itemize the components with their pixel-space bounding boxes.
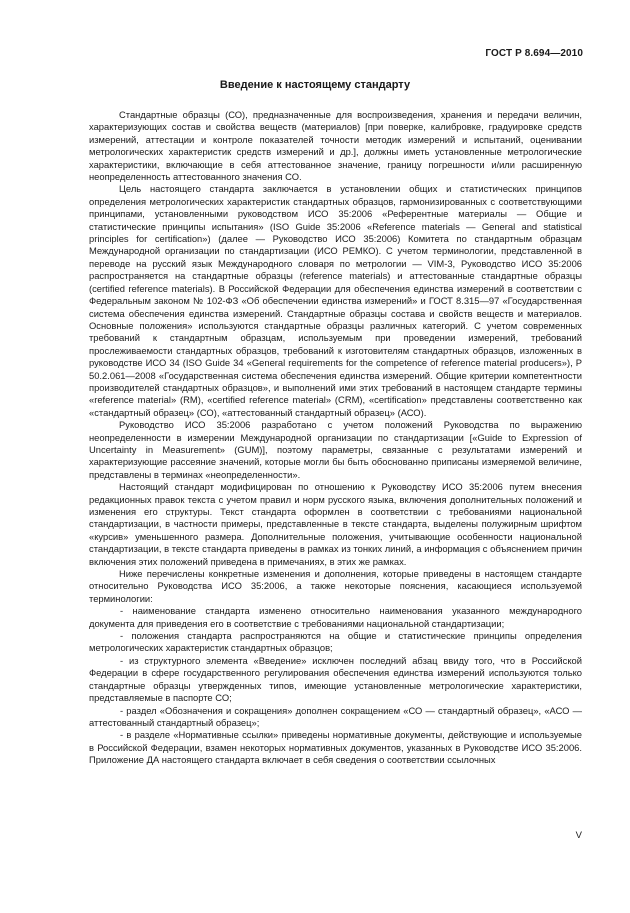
paragraph: Цель настоящего стандарта заключается в установлении общих и статистических принципов определения метрологических характеристик стандартных образцов, гармонизированных с соответствующими принципами, установленными руководством ИСО 35:2006 «Референтные материалы — Общие и статистические принципы испытания» (ISO Guide 35:2006 «Reference materials — General and statistical principles for certification») (далее — Руководство ИСО 35:2006) Комитета по стандартным образцам Международной организации по стандартизации (ИСО РЕМКО). С учетом терминологии, представленной в переводе на русский язык Международного словаря по метрологии — VIM-3, Руководство ИСО 35:2006 распространяется на стандартные образцы (reference materials) и аттестованные стандартные образцы (certified reference materials). В Российской Федерации для обеспечения единства измерений в соответствии с Федеральным законом № 102-ФЗ «Об обеспечении единства измерений» и ГОСТ 8.315—97 «Государственная система обеспечения единства измерений. Стандартные образцы состава и свойств веществ и материалов. Основные положения» используются стандартные образцы различных категорий. С учетом современных требований к стандартным образцам, используемым при проведении измерений, требований прослеживаемости стандартных образцов, требований к изготовителям стандартных образцов, изложенных в руководстве ИСО 34 (ISO Guide 34 «General requirements for the competence of reference material producers»), Р 50.2.061—2008 «Государственная система обеспечения единства измерений. Общие критерии компетентности производителей стандартных образцов», и выполнений ими этих требований в настоящем стандарте термины «reference material» (RM), «certified reference material» (CRM), «certification» представлены соответственно как «стандартный образец» (СО), «аттестованный стандартный образец» (АСО). xyxy=(89,183,582,418)
paragraph: Ниже перечислены конкретные изменения и дополнения, которые приведены в настоящем стандарте относительно Руководства ИСО 35:2006, а также некоторые пояснения, касающиеся используемой терминологии: xyxy=(89,568,582,604)
list-item: - положения стандарта распространяются на общие и статистические принципы определения метрологических характеристик стандартных образцов; xyxy=(89,630,582,654)
list-item: - в разделе «Нормативные ссылки» приведены нормативные документы, действующие и используемые в Российской Федерации, взамен некоторых нормативных документов, указанных в Руководстве ИСО 35:2006. Приложение ДА настоящего стандарта включает в себя сведения о соответствии ссылочных xyxy=(89,729,582,766)
standard-designation: ГОСТ Р 8.694—2010 xyxy=(485,48,583,59)
list-item: - раздел «Обозначения и сокращения» дополнен сокращением «СО — стандартный образец», «АСО — аттестованный стандартный образец»; xyxy=(89,704,582,728)
section-title: Введение к настоящему стандарту xyxy=(219,79,411,91)
paragraph: Стандартные образцы (СО), предназначенные для воспроизведения, хранения и передачи величин, характеризующих состав и свойства веществ (материалов) [при поверке, калибровке, градуировке средств измерений, аттестации и контроле показателей точности методик измерений и испытаний, оценивании метрологических характеристик средств измерений и др.], должны иметь установленные метрологические характеристики, включающие в себя аттестованное значение, границу погрешности и/или расширенную неопределенность аттестованного значения СО. xyxy=(89,109,582,183)
body-text xyxy=(89,109,582,767)
paragraph: Настоящий стандарт модифицирован по отношению к Руководству ИСО 35:2006 путем внесения редакционных правок текста с учетом правил и норм русского языка, включения дополнительных положений и изменения его структуры. Текст стандарта оформлен в соответствии с требованиями национальной стандартизации, в частности примеры, представленные в тексте стандарта, выделены полужирным шрифтом «курсив» уменьшенного размера. Дополнительные положения, учитывающие особенности национальной стандартизации, в тексте стандарта приведены в рамках из тонких линий, а информация с объяснением причин включения этих положений приведена в примечаниях, в этих же рамках. xyxy=(89,481,582,567)
page-number: V xyxy=(575,830,582,841)
list-item: - наименование стандарта изменено относительно наименования указанного международного документа для приведения его в соответствие с требованиями национальной стандартизации; xyxy=(89,605,582,629)
paragraph: Руководство ИСО 35:2006 разработано с учетом положений Руководства по выражению неопределенности в измерении Международной организации по стандартизации [«Guide to Expression of Uncertainty in Measurement» (GUM)], поэтому параметры, связанные с результатами измерений и характеризующие рассеяние значений, которые могли бы быть обоснованно приписаны измеряемой величине, представлены в терминах «неопределенности». xyxy=(89,419,582,480)
list-item: - из структурного элемента «Введение» исключен последний абзац ввиду того, что в Российской Федерации в сфере государственного регулирования обеспечения единства измерений используются только стандартные образцы утвержденных типов, имеющие установленные метрологические характеристики, представляемые в паспорте СО; xyxy=(89,654,582,704)
